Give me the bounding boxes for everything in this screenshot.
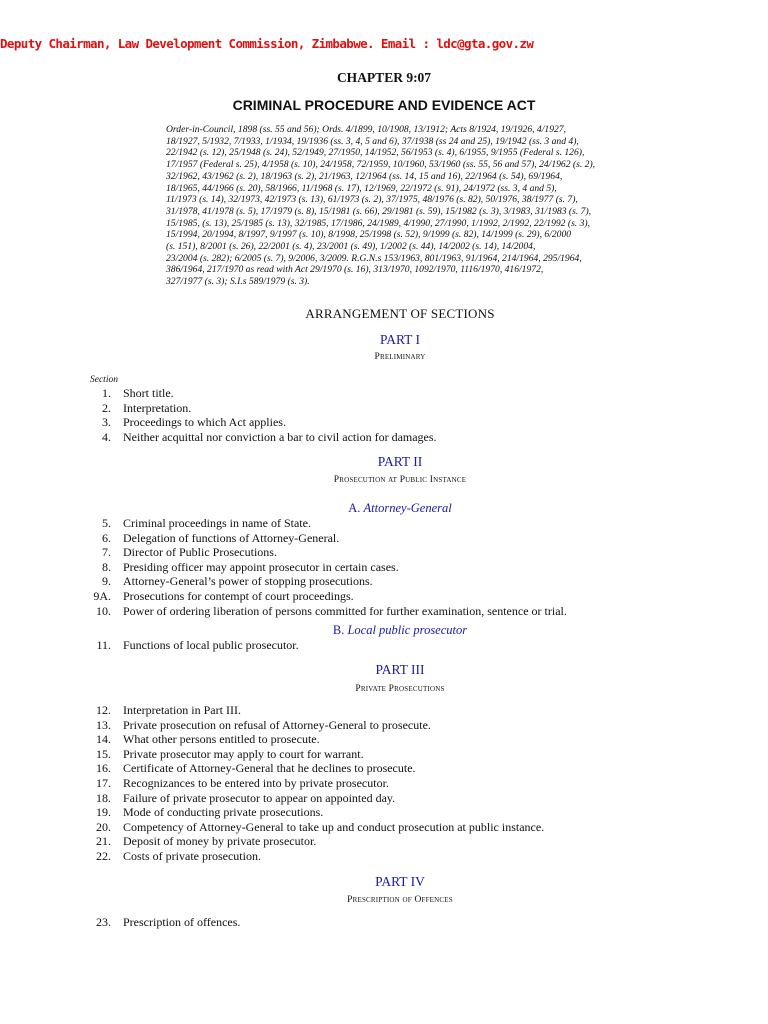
section-number: 22. [96,848,111,863]
section-title: Competency of Attorney-General to take up and conduct prosecution at public instance. [123,819,545,834]
part-3-title: PART III [375,662,425,677]
section-number: 15. [96,746,111,761]
subheading-a-letter: A. [348,501,361,515]
section-entry [0,516,768,531]
section-title: Power of ordering liberation of persons committed for further examination, sentence or trial. [123,603,567,618]
section-number: 1. [102,386,111,400]
section-list-part-2b [0,638,768,653]
section-entry [0,545,768,560]
section-title: Delegation of functions of Attorney-General. [123,530,340,545]
section-entry [0,430,768,445]
section-entry [0,791,768,806]
subheading-b-letter: B. [332,623,345,637]
section-title: Costs of private prosecution. [123,848,261,863]
legislation-line: 11/1973 (s. 14), 32/1973, 42/1973 (s. 13), 61/1973 (s. 2), 37/1975, 48/1976 (s. 82), 50/1976, 38/1977 (s. 7), [166,194,578,206]
section-entry [0,415,768,430]
subheading-a-text: Attorney-General [363,501,452,515]
chapter-number: CHAPTER 9:07 [336,70,432,85]
contact-header: Deputy Chairman, Law Development Commission, Zimbabwe. Email : ldc@gta.gov.zw [0,36,534,51]
section-title: Certificate of Attorney-General that he declines to prosecute. [123,761,416,776]
section-title: Presiding officer may appoint prosecutor in certain cases. [123,559,399,574]
section-entry [0,604,768,619]
legislation-line: 15/1994, 20/1994, 8/1997, 9/1997 (s. 10), 8/1998, 25/1998 (s. 52), 9/1999 (s. 82), 14/1999 (s. 29), 6/2000 [166,229,572,241]
section-list-part-2a [0,516,768,618]
section-entry [0,834,768,849]
section-title: Prescription of offences. [123,915,241,929]
section-title: Director of Public Prosecutions. [123,545,277,560]
section-entry [0,805,768,820]
section-title: Neither acquittal nor conviction a bar to civil action for damages. [123,429,437,444]
section-title: Interpretation in Part III. [123,703,241,717]
section-entry [0,761,768,776]
section-title: Proceedings to which Act applies. [123,415,286,430]
section-number: 7. [102,545,111,560]
section-number: 13. [96,717,111,732]
section-title: Deposit of money by private prosecutor. [123,834,317,849]
section-number: 16. [96,761,111,776]
section-number: 2. [102,400,111,415]
section-number: 10. [96,603,111,618]
legislation-line: 18/1965, 44/1966 (s. 20), 58/1966, 11/1968 (s. 17), 12/1969, 22/1972 (s. 91), 24/1972 (ss. 3, 4 and 5), [166,182,557,194]
part-4-title: PART IV [375,874,425,889]
section-entry [0,718,768,733]
part-1-title: PART I [379,332,421,347]
section-title: Mode of conducting private prosecutions. [123,805,324,820]
section-number: 21. [96,834,111,849]
section-number: 14. [96,732,111,747]
section-entry [0,776,768,791]
section-number: 18. [96,790,111,805]
section-title: Criminal proceedings in name of State. [123,516,311,530]
section-entry [0,531,768,546]
legislation-history [166,124,646,288]
arrangement-heading: ARRANGEMENT OF SECTIONS [305,306,495,321]
act-title: CRIMINAL PROCEDURE AND EVIDENCE ACT [232,97,536,113]
section-number: 9. [102,574,111,589]
legislation-line: 327/1977 (s. 3); S.I.s 589/1979 (s. 3). [166,276,310,288]
section-title: Failure of private prosecutor to appear on appointed day. [123,790,396,805]
section-number: 9A. [93,588,111,603]
section-list-part-1 [0,386,768,444]
section-entry [0,849,768,864]
section-number: 6. [102,530,111,545]
section-number: 5. [102,516,111,530]
section-number: 12. [96,703,111,717]
legislation-line: 31/1978, 41/1978 (s. 5), 17/1979 (s. 8), 15/1981 (s. 66), 29/1981 (s. 59), 15/1982 (s. 3), 3/1983, 31/1983 (s. 7), [166,205,592,217]
legislation-line: 22/1942 (s. 12), 25/1948 (s. 24), 52/1949, 27/1950, 14/1952, 56/1953 (s. 4), 6/1955, 9/1955 (Federal s. 126), [166,147,585,159]
section-title: What other persons entitled to prosecute. [123,732,320,747]
part-2-subtitle: Prosecution at Public Instance [333,475,467,485]
section-entry [0,560,768,575]
legislation-line: (s. 151), 8/2001 (s. 26), 22/2001 (s. 4), 23/2001 (s. 49), 1/2002 (s. 44), 14/2002 (s. 14), 14/2004, [166,241,536,253]
section-entry [0,638,768,653]
section-list-part-3 [0,703,768,864]
section-entry [0,589,768,604]
section-title: Functions of local public prosecutor. [123,638,299,652]
section-entry [0,703,768,718]
section-number: 20. [96,819,111,834]
legislation-line: 386/1964, 217/1970 as read with Act 29/1970 (s. 16), 313/1970, 1092/1970, 1116/1970, 416/1972, [166,264,544,276]
section-number: 11. [96,638,111,652]
section-title: Attorney-General’s power of stopping prosecutions. [123,574,373,589]
part-3-subtitle: Private Prosecutions [355,684,445,694]
section-number: 8. [102,559,111,574]
section-title: Private prosecutor may apply to court for warrant. [123,746,364,761]
section-number: 4. [102,429,111,444]
legislation-line: 15/1985, (s. 13), 25/1985 (s. 13), 32/1985, 17/1986, 24/1989, 4/1990, 27/1990, 1/1992, 2/1992, 22/1992 (s. 3), [166,217,590,229]
section-title: Private prosecution on refusal of Attorney-General to prosecute. [123,717,431,732]
section-entry [0,401,768,416]
part-1-subtitle: Preliminary [374,352,426,362]
part-2-subheading-a [0,501,768,516]
legislation-line: Order-in-Council, 1898 (ss. 55 and 56); Ords. 4/1899, 10/1908, 13/1912; Acts 8/1924, 19/1926, 4/1927, [166,124,566,135]
legislation-line: 32/1962, 43/1962 (s. 2), 18/1963 (s. 2), 21/1963, 12/1964 (ss. 14, 15 and 16), 22/1964 (s. 54), 69/1964, [166,170,563,182]
section-list-part-4 [0,915,768,930]
section-entry [0,732,768,747]
section-entry [0,820,768,835]
section-entry [0,915,768,930]
section-entry [0,386,768,401]
section-entry [0,747,768,762]
legislation-line: 18/1927, 5/1932, 7/1933, 1/1934, 19/1936 (ss. 3, 4, 5 and 6), 37/1938 (ss 24 and 25), 19/1942 (ss. 3 and 4), [166,135,579,147]
section-title: Short title. [123,386,174,400]
section-entry [0,574,768,589]
part-2-title: PART II [377,454,423,469]
section-number: 19. [96,805,111,820]
part-2-subheading-b [0,623,768,638]
section-title: Prosecutions for contempt of court proceedings. [123,588,354,603]
section-number: 23. [96,915,111,929]
section-title: Recognizances to be entered into by private prosecutor. [123,775,389,790]
subheading-b-text: Local public prosecutor [347,623,468,637]
section-title: Interpretation. [123,400,192,415]
section-number: 17. [96,775,111,790]
section-number: 3. [102,415,111,430]
part-4-subtitle: Prescription of Offences [347,895,453,905]
legislation-line: 23/2004 (s. 282); 6/2005 (s. 7), 9/2006, 3/2009. R.G.N.s 153/1963, 801/1963, 91/1964, 214/1964, 295/1964, [166,252,582,264]
legislation-line: 17/1957 (Federal s. 25), 4/1958 (s. 10), 24/1958, 72/1959, 10/1960, 53/1960 (ss. 55, 56 and 57), 24/1962 (s. 2), [166,159,596,171]
section-column-label: Section [90,375,118,385]
